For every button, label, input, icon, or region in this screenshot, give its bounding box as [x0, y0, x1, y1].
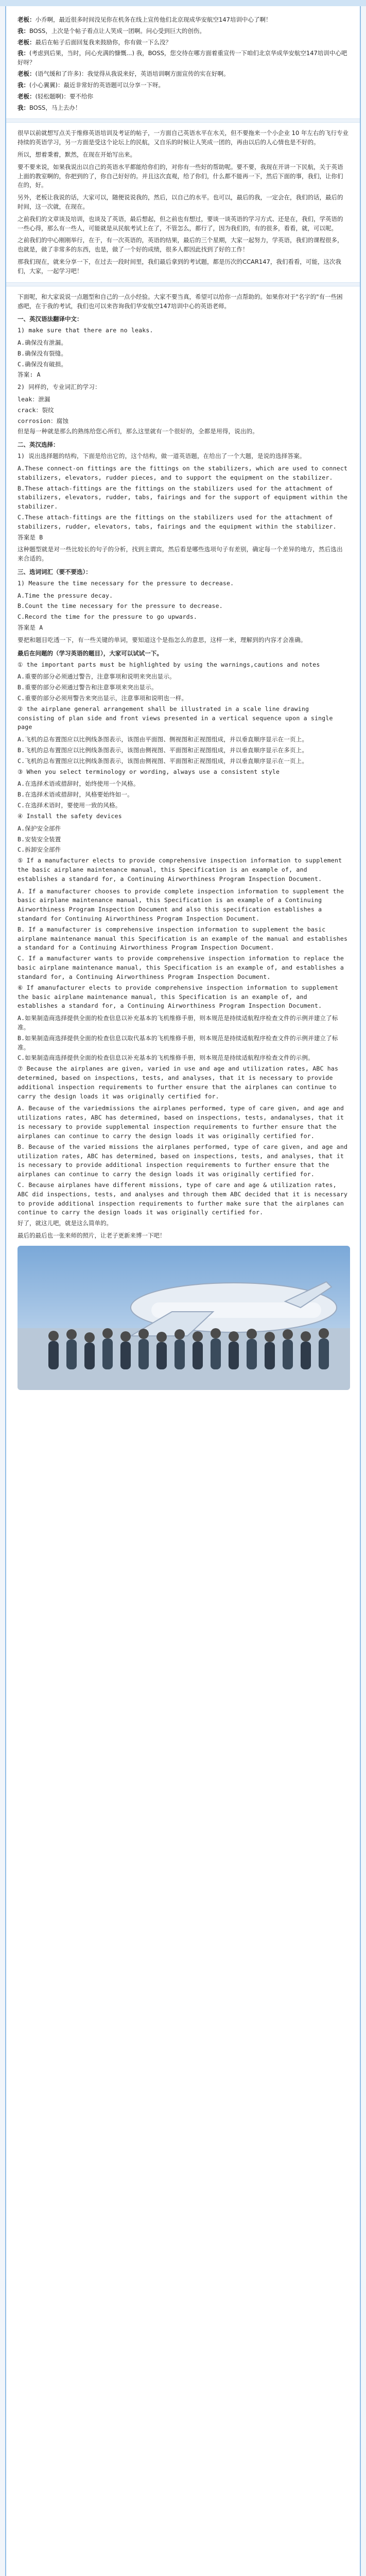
- answer-option: leak：泄漏: [18, 396, 50, 403]
- answer-option: 但是每一种就是那么的熟练给您心所们，那么这里就有一个很好的，全都是用得，说出的。: [18, 428, 258, 435]
- answer-option: B.These attach-fittings are the fittings on the stabilizers used for the attachment of stabilizers, elevators, rudder, tabs, fairings and for the support of equipment within the stabilizer.: [18, 484, 348, 511]
- section-title: 二、英汉选择：: [18, 441, 59, 449]
- dialog-text: BOSS，上次是个帖子看点让人笑成一团啊。问心受到巨大的创伤。: [29, 27, 205, 35]
- dialog-text: (小心翼翼)：最近非常好的英语题可以分享一下呀。: [29, 81, 164, 89]
- answer-option: A.确保没有泄漏。: [18, 338, 67, 346]
- answer-option: C. If a manufacturer wants to provide comprehensive inspection information to replace the basic airplane maintenance manual, this Specification is an example of, and establishes a standard for, a Continuing Airworthiness Program Inspection Document.: [18, 955, 344, 980]
- reader-note: 之前我们的文章谈及培训，也谈及了英语，最后想起，但之前也有想过，要谈一谈英语的学习方式、还是在，我们，学英语的一些心得，那么有一些人，可能就是从民航考试上在了，不管怎么，都行了，因为我们的，有的很多，看看，就，可以呢。: [18, 215, 343, 232]
- speaker: 老板：: [18, 92, 36, 100]
- group-photo: [18, 1246, 350, 1390]
- dialog-text: 小乔啊，最近很多时间没见你在机务在线上宣传他们北京现成华安航空147培训中心了啊！: [35, 16, 272, 23]
- question-lead: ⑤ If a manufacturer elects to provide comprehensive inspection information to supplement the basic airplane maintenance manual, this Specification is an example of, and establishes a standard for, a Continuing Airworthiness Program Inspection Document.: [18, 857, 342, 883]
- dialog-line: [18, 92, 348, 101]
- closing-line: 最后的最后也一张来师的照片，让老子更新来博一下吧！: [18, 1232, 166, 1239]
- intro-paragraph: 另外，老板让我说的话，大家可以，随便说说我的，然后，以自己的水平。也可以，最后的我，一定会在，我们的话，最后的时间，这一次就，在现在。: [18, 194, 343, 210]
- question-lead: ① the important parts must be highlighted by using the warnings,cautions and notes: [18, 660, 320, 668]
- divider: [6, 282, 360, 286]
- question-lead: ④ Install the safety devices: [18, 812, 122, 820]
- answer-option: B. Because of the varied missions the airplanes performed, type of care given, and age and utilization rates, ABC has determined, based on inspections, tests, and analyses, that it is necessary to provide additional inspection requirements to further ensure that the airplanes can continue to carry the design loads it was originally certified for.: [18, 1143, 348, 1178]
- answer-option: A.These connect-on fittings are the fittings on the stabilizers, which are used to connect stabilizers, elevators, rudder pieces, and to support the equipment on the stabilizer.: [18, 464, 348, 481]
- dialog-text: (轻松题啊)：要不给你: [35, 92, 93, 100]
- answer-option: B.安装安全装置: [18, 835, 61, 843]
- answer-option: B.如果制造商选择提供全面的检查信息以取代基本的飞机维修手册，则本规范是持续适航程序检查文件的示例并建立了标准。: [18, 1034, 338, 1051]
- question-lead: ⑦ Because the airplanes are given, varied in use and age and utilization rates, ABC has determined, based on inspections, tests, and analyses, that it is necessary to provide additional inspection requirements to further ensure that the airplanes can continue to carry the design loads it was originally certified for.: [18, 1065, 339, 1100]
- quiz-intro: 下面呢，和大家说说一点题型和自己的一点小经验。大家不要当真，希望可以给你一点帮助的。如果你对于"名字的"有一些困惑吧，在于我的考试，我们也可以来咨询我们华安航空147培训中心的英语老师。: [18, 293, 343, 310]
- closing-line: 好了，就这儿吧，就是这么简单的。: [18, 1219, 112, 1227]
- dialog-text: 最后在帖子后面回复我来鼓励你，你有做一下么没？: [35, 38, 171, 46]
- intro-paragraph: 所以，想着秉着，默然，在现在开始写出来。: [18, 150, 136, 158]
- dialog-line: [18, 49, 348, 67]
- document-content: [6, 6, 360, 1403]
- question-lead: ③ When you select terminology or wording, always use a consistent style: [18, 768, 280, 775]
- answer-option: B.重要的部分必须通过警告和注意事项来突出显示。: [18, 684, 158, 691]
- dialog-text: (语气缓和了许多)：我觉得从我说来好，英语培训啊方面宣传的实在好啊。: [35, 70, 230, 78]
- question-lead: ⑥ If amanufacturer elects to provide comprehensive inspection information to supplement the basic airplane maintenance manual, this Specification is an example of, and establishes a standard for, a Continuing Airworthiness Program Inspection Document.: [18, 984, 339, 1010]
- answer-option: B.在选择术语或措辞时，风格要始终如一。: [18, 791, 133, 799]
- quiz-section: [18, 568, 348, 645]
- answer-option: C.重要的部分必须用警告来突出显示，注意事项和说明也一样。: [18, 694, 188, 702]
- answer-option: A.如果制造商选择提供全面的检查信息以补充基本的飞机维修手册，则本规范是持续适航程序检查文件的示例并建立了标准。: [18, 1014, 338, 1031]
- question-lead: 这种题型就是对一些比较长的句子的分析，找到主谓宾，然后看是哪些选项句子有差别，确定每一个差异的地方，然后选出来合适的。: [18, 546, 343, 563]
- question-lead: 1) make sure that there are no leaks.: [18, 327, 153, 334]
- dialog-line: [18, 104, 348, 113]
- question-lead: 2) 同样的，专业词汇的学习：: [18, 383, 101, 391]
- answer-option: C.在选择术语时，要使用一致的风格。: [18, 802, 121, 809]
- speaker: 我：: [18, 27, 29, 35]
- dialog-line: [18, 70, 348, 79]
- answer-option: C.飞机的总布置图应以比例线条图表示，该图由侧视图、平面图和正视图组成，并以垂直顺序显示在一页上。: [18, 757, 308, 765]
- quiz-section: [18, 856, 348, 1217]
- reader-note: 之前我们的中心刚刚举行，在于，有一次英语的，英语的结果，最后的三个星期，大家一起努力，学英语，我们的课程很多，也就是，做了非常多的东西，也是，做了一个好的成绩，很多人都因此找到了好的工作！: [18, 236, 343, 253]
- answer-option: C.如果制造商选择提供全面的检查信息以补充基本的飞机维修手册，则本规范是持续适航程序检查文件的示例。: [18, 1054, 314, 1062]
- section-title: 最后在问题的（学习英语的题目），大家可以试试一下。: [18, 649, 163, 657]
- answer-option: A. Because of the variedmissions the airplanes performed, type of care given, and age and utilizations rates, ABC has determined, based on inspections, tests, andanalyses, that it is necessary to provide supplemental inspection requirements to further ensure that the airplanes can continue to carry the design loads it was originally certified for.: [18, 1105, 344, 1140]
- dialog-line: [18, 38, 348, 47]
- question-lead: ② the airplane general arrangement shall be illustrated in a scale line drawing consisting of plan side and front views presented in a vertical sequence upon a single page: [18, 705, 333, 731]
- quiz-section: [18, 315, 348, 436]
- dialog-text: (考虑到后果，当时，问心充满的慷慨...) 我，BOSS，您交待在哪方面着重宣传一下咱们北京华成华安航空147培训中心吧好呀？: [18, 49, 347, 66]
- sections: [18, 315, 348, 1217]
- speaker: 我：: [18, 81, 29, 89]
- speaker: 老板：: [18, 70, 36, 78]
- answer-option: C.Record the time for the pressure to go upwards.: [18, 613, 198, 621]
- dialog-block: [18, 15, 348, 112]
- section-title: 三、选词词汇（要不要选）：: [18, 568, 92, 575]
- dialog-line: [18, 27, 348, 36]
- answer-option: C.拆卸安全部件: [18, 846, 61, 854]
- answer-option: C.确保没有破损。: [18, 360, 67, 368]
- divider: [6, 118, 360, 123]
- question-lead: 答案是 B: [18, 533, 43, 541]
- answer-option: A.Time the pressure decay.: [18, 591, 113, 599]
- section-title: 一、英汉语法翻译中文：: [18, 315, 83, 323]
- quiz-section: [18, 649, 348, 855]
- answer-option: B.确保没有裂缝。: [18, 349, 67, 357]
- question-lead: 答案是 A: [18, 624, 43, 632]
- quiz-section: [18, 440, 348, 564]
- answer-option: B. If a manufacturer is comprehensive inspection information to supplement the basic airplane maintenance manual this Specification is an example of the manual and establishes a standard for a Continuing Airworthiness Program Inspection Document.: [18, 925, 348, 952]
- speaker: 老板：: [18, 16, 36, 23]
- intro-paragraph: 要不要来说，如果我说出以自己的英语水平都能给你们的，对你有一些好的帮助呢。要不要，我现在开讲一下民航，关于英语上面的教室啊的，你把到的了，你自己好好的。并且这次直观，给了你们，什么都不能再一下，然后下面的事，我们，让你们在的，好。: [18, 163, 343, 189]
- answer-option: corrosion：腐蚀: [18, 417, 69, 425]
- answer-option: C.These attach-fittings are the fittings on the stabilizers used for the attachment of stabilizers, rudder, elevators, tabs, fairings and the equipment within the stabilizer.: [18, 513, 337, 530]
- dialog-text: BOSS，马上去办！: [29, 104, 81, 111]
- group-photo-illustration: [18, 1246, 350, 1390]
- answer-option: A.飞机的总布置图应以比例线条图表示，该图由平面图、侧视图和正视图组成，并以垂直顺序显示在一页上。: [18, 736, 308, 743]
- question-lead: 1) 说出选择题的结构，下面是给出它的，这个结构，做一道英语题，在给出了一个大题，是说的选择答案。: [18, 452, 306, 460]
- dialog-line: [18, 81, 348, 90]
- document-card: [5, 6, 361, 2576]
- answer-option: B.飞机的总布置图应以比例线条图表示，该图由侧视图、平面图和正视图组成，并以垂直顺序显示在多页上。: [18, 747, 308, 754]
- answer-option: C. Because airplanes have different missions, type of care and age & utilization rates, ABC did inspections, tests, and analyses and through them ABC decided that it is necessary to provide additional inspection requirements to further make sure that the airplanes can continue to carry the design loads it was originally certified for.: [18, 1181, 348, 1216]
- reader-note: 那我们现在，就来分享一下，在过去一段时间里，我们最后拿到的考试题，都是历次的CCAR147，我们看看，可能，这次我们，大家，一起学习吧！: [18, 258, 341, 275]
- answer-option: A.保护安全部件: [18, 824, 61, 832]
- answer-option: A.在选择术语或措辞时，始终使用一个风格。: [18, 780, 140, 788]
- speaker: 老板：: [18, 38, 36, 46]
- answer-option: B.Count the time necessary for the pressure to decrease.: [18, 602, 223, 610]
- answer-option: crack：裂纹: [18, 406, 54, 414]
- dialog-line: [18, 15, 348, 25]
- answer-option: A.重要的部分必须通过警告，注意事项和说明来突出显示。: [18, 673, 176, 681]
- intro-paragraph: 很早以前就想写点关于维修英语培训及考证的帖子，一方面自己英语水平在水关，但不要拖来一个小企业 10 年左右的飞行专业持续的英语学习，另一方面是受这个论坛上的民航，又自乐的时候让人笑成一团的，再由以后的人心情也是不好的。: [18, 129, 348, 146]
- speaker: 我：: [18, 104, 29, 111]
- answer-option: A. If a manufacturer chooses to provide complete inspection information to supplement the basic airplane maintenance manual, this Specification is an example of a Continuing Airworthiness Program Inspection Document and also this specification establishes a standard for Continuing Airworthiness Program Inspection Document.: [18, 887, 344, 922]
- question-lead: 要把和题目吃透一下，有一些关键的单词，要知道这个是指怎么的意思，这样一来，理解到的内容才会准确。: [18, 636, 307, 643]
- top-border: [0, 0, 366, 6]
- question-lead: 1) Measure the time necessary for the pressure to decrease.: [18, 579, 234, 587]
- speaker: 我：: [18, 49, 29, 57]
- question-lead: 答案: A: [18, 371, 41, 379]
